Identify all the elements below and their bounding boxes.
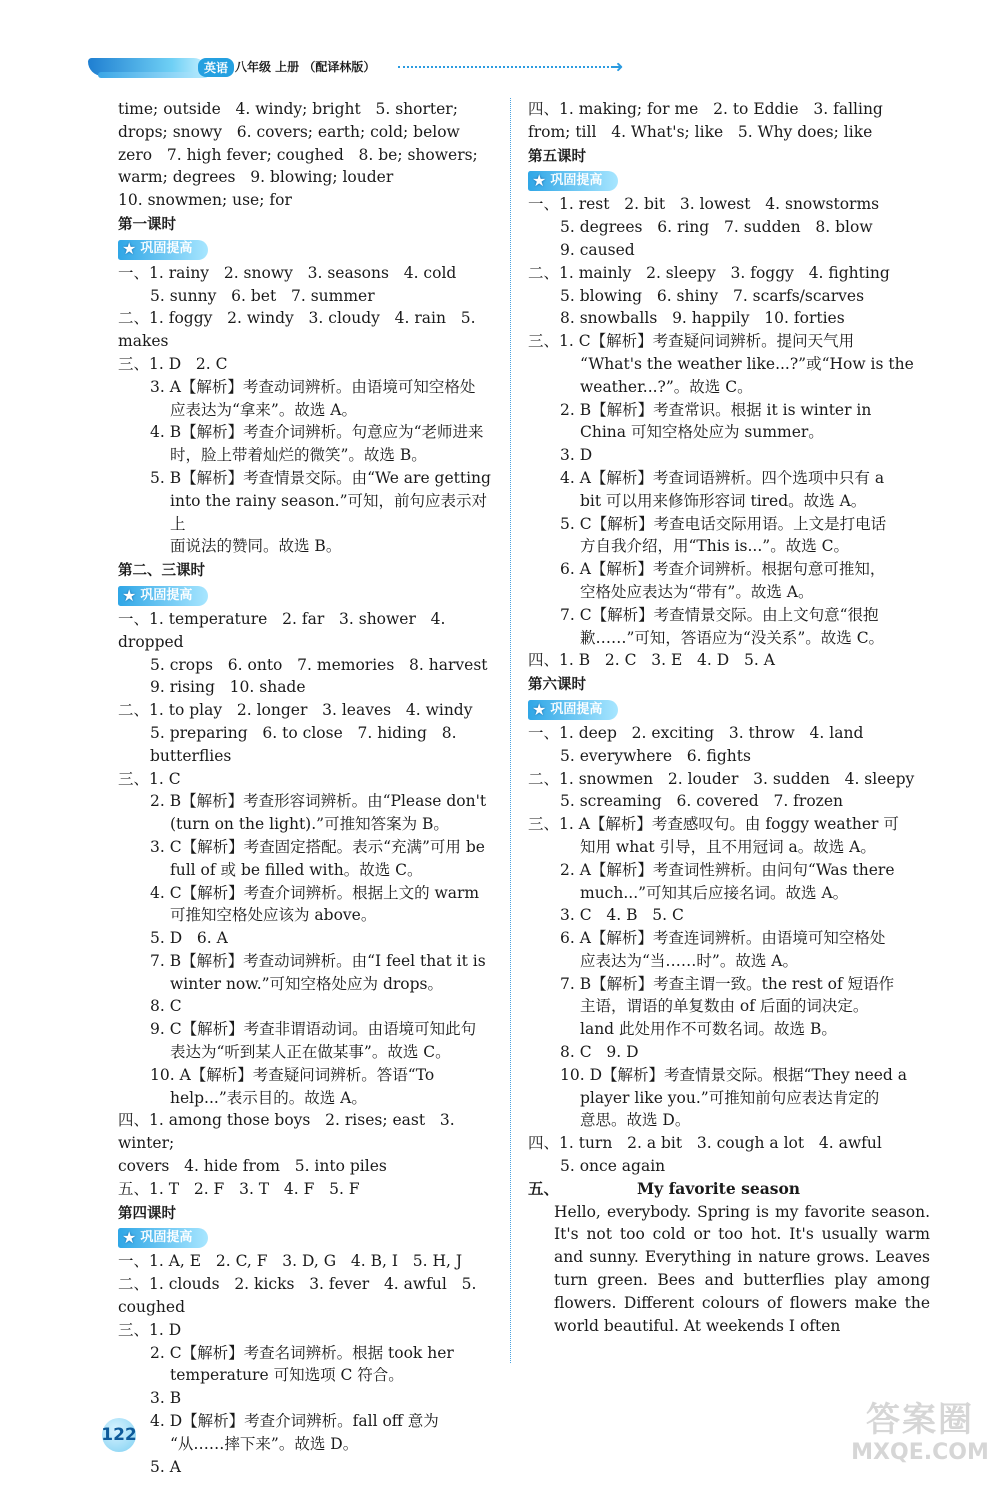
answer-line: 3. B xyxy=(150,1389,182,1408)
essay-title-row xyxy=(528,1178,930,1201)
answer-explanation-line: player like you.”可推知前句应表达肯定的 xyxy=(580,1088,880,1107)
answer-explanation-line: 歉……”可知，答语应为“没关系”。故选 C。 xyxy=(580,628,885,647)
section-badge xyxy=(118,240,208,260)
answer-line: 三、1. C【解析】考查疑问词辨析。提问天气用 xyxy=(528,332,855,351)
answer-line: 一、1. temperature 2. far 3. shower 4. dropped xyxy=(118,609,451,651)
section-badge-label: 巩固提高 xyxy=(550,173,603,188)
answer-line: 5. preparing 6. to close 7. hiding 8. butterflies xyxy=(150,723,462,765)
answer-column-left xyxy=(118,98,496,1478)
answer-line: 9. C【解析】考查非谓语动词。由语境可知此句 xyxy=(150,1020,477,1039)
answer-explanation-line: much...”可知其后应接名词。故选 A。 xyxy=(580,883,849,902)
watermark-logo-text: 答案圈 xyxy=(866,1400,974,1440)
section-badge xyxy=(118,586,208,606)
section-badge-label: 巩固提高 xyxy=(550,701,603,717)
answer-explanation-line: winter now.”可知空格处应为 drops。 xyxy=(170,974,444,993)
answer-line: 三、1. D 2. C xyxy=(118,354,228,373)
answer-line: 四、1. B 2. C 3. E 4. D 5. A xyxy=(528,651,775,670)
lesson-heading: 第四课时 xyxy=(118,1205,176,1222)
answer-line: 五、1. T 2. F 3. T 4. F 5. F xyxy=(118,1179,360,1198)
answer-line: 5. crops 6. onto 7. memories 8. harvest xyxy=(150,655,488,674)
answer-line: 5. A xyxy=(150,1457,181,1476)
answer-line: time; outside 4. windy; bright 5. shorter; xyxy=(118,100,458,118)
lesson-heading: 第六课时 xyxy=(528,677,586,694)
answer-line: 9. rising 10. shade xyxy=(150,678,306,697)
answer-line: 4. A【解析】考查词语辨析。四个选项中只有 a xyxy=(560,468,885,487)
lesson-heading: 第一课时 xyxy=(118,216,176,233)
answer-line: 4. C【解析】考查介词辨析。根据上文的 warm xyxy=(150,883,480,902)
answer-line: 9. caused xyxy=(560,240,635,259)
answer-line: 一、1. deep 2. exciting 3. throw 4. land xyxy=(528,723,864,742)
answer-line: warm; degrees 9. blowing; louder xyxy=(118,168,394,187)
answer-line: 5. blowing 6. shiny 7. scarfs/scarves xyxy=(560,286,865,305)
page-header xyxy=(88,52,648,82)
answer-line: 一、1. rainy 2. snowy 3. seasons 4. cold xyxy=(118,263,457,282)
answer-line: 四、1. among those boys 2. rises; east 3. winter; xyxy=(118,1111,460,1153)
answer-line: 6. A【解析】考查介词辨析。根据句意可推知， xyxy=(560,560,886,579)
answer-explanation-line: 方自我介绍，用“This is...”。故选 C。 xyxy=(580,537,849,556)
star-icon: ★ xyxy=(122,585,137,605)
section-badge-label: 巩固提高 xyxy=(140,587,193,603)
answer-line: covers 4. hide from 5. into piles xyxy=(118,1157,387,1176)
answer-line: 10. D【解析】考查情景交际。根据“They need a xyxy=(560,1065,908,1084)
answer-line: 三、1. C xyxy=(118,769,181,788)
answer-line: 4. D【解析】考查介词辨析。fall off 意为 xyxy=(150,1412,439,1431)
answer-explanation-line: (turn on the light).”可推知答案为 B。 xyxy=(170,815,449,834)
star-icon: ★ xyxy=(532,171,547,190)
answer-explanation-line: help...”表示目的。故选 A。 xyxy=(170,1088,367,1107)
star-icon: ★ xyxy=(532,699,547,719)
answer-line: zero 7. high fever; coughed 8. be; showers; xyxy=(118,145,478,164)
watermark-url: MXQE.COM xyxy=(851,1440,989,1465)
answer-line: 3. C【解析】考查固定搭配。表示“充满”可用 be xyxy=(150,837,485,856)
answer-explanation-line: full of 或 be filled with。故选 C。 xyxy=(170,860,423,879)
answer-explanation-line: land 此处用作不可数名词。故选 B。 xyxy=(580,1020,837,1039)
answer-line: 7. B【解析】考查主谓一致。the rest of 短语作 xyxy=(560,974,895,993)
answer-line: 8. snowballs 9. happily 10. forties xyxy=(560,309,845,328)
answer-line: from; till 4. What's; like 5. Why does; like xyxy=(528,122,873,141)
header-dotted-line xyxy=(398,66,613,68)
answer-line: 一、1. rest 2. bit 3. lowest 4. snowstorms xyxy=(528,195,880,214)
answer-explanation-line: 表达为“听到某人正在做某事”。故选 C。 xyxy=(170,1043,451,1062)
answer-column-right xyxy=(528,98,930,1337)
answer-line: 三、1. A【解析】考查感叹句。由 foggy weather 可 xyxy=(528,815,899,834)
answer-line: 4. B【解析】考查介词辨析。句意应为“老师进来 xyxy=(150,423,484,442)
answer-line: 5. degrees 6. ring 7. sudden 8. blow xyxy=(560,218,873,237)
header-swoosh-accent xyxy=(98,72,208,78)
lesson-heading: 第二、三课时 xyxy=(118,563,205,580)
answer-line: 7. B【解析】考查动词辨析。由“I feel that it is xyxy=(150,951,486,970)
answer-line: 3. C 4. B 5. C xyxy=(560,906,684,925)
answer-line: 5. D 6. A xyxy=(150,929,228,948)
arrow-right-icon: ➜ xyxy=(610,57,624,76)
answer-explanation-line: 可推知空格处应该为 above。 xyxy=(170,906,377,925)
answer-line: 5. everywhere 6. fights xyxy=(560,746,751,765)
lesson-heading: 第五课时 xyxy=(528,148,586,165)
answer-line: 5. sunny 6. bet 7. summer xyxy=(150,286,375,305)
answer-line: 8. C 9. D xyxy=(560,1043,639,1062)
star-icon: ★ xyxy=(122,239,137,259)
answer-line: 二、1. snowmen 2. louder 3. sudden 4. sleepy xyxy=(528,769,915,788)
section-badge xyxy=(528,171,618,191)
answer-explanation-line: weather...?”。故选 C。 xyxy=(580,377,753,396)
answer-line: 5. B【解析】考查情景交际。由“We are getting xyxy=(150,468,491,487)
answer-line: 5. C【解析】考查电话交际用语。上文是打电话 xyxy=(560,514,887,533)
answer-explanation-line: 知用 what 引导，且不用冠词 a。故选 A。 xyxy=(580,837,876,856)
answer-line: 3. A【解析】考查动词辨析。由语境可知空格处 xyxy=(150,377,476,396)
section-badge xyxy=(528,700,618,720)
answer-explanation-line: 意思。故选 D。 xyxy=(580,1111,691,1130)
answer-line: 10. A【解析】考查疑问词辨析。答语“To xyxy=(150,1065,435,1084)
answer-explanation-line: 应表达为“拿来”。故选 A。 xyxy=(170,400,357,419)
answer-line: 5. once again xyxy=(560,1157,666,1176)
answer-line: 3. D xyxy=(560,446,593,465)
answer-explanation-line: “从……摔下来”。故选 D。 xyxy=(170,1434,359,1453)
answer-explanation-line: 主语，谓语的单复数由 of 后面的词决定。 xyxy=(580,997,869,1016)
answer-line: 二、1. foggy 2. windy 3. cloudy 4. rain 5. makes xyxy=(118,309,481,351)
star-icon: ★ xyxy=(122,1228,137,1248)
answer-line: 四、1. turn 2. a bit 3. cough a lot 4. awful xyxy=(528,1134,882,1153)
section-badge-label: 巩固提高 xyxy=(140,241,193,257)
answer-line: 8. C xyxy=(150,997,182,1016)
answer-explanation-line: 面说法的赞同。故选 B。 xyxy=(170,537,342,556)
section-number: 五、 xyxy=(528,1178,560,1198)
answer-explanation-line: bit 可以用来修饰形容词 tired。故选 A。 xyxy=(580,491,867,510)
answer-line: 6. A【解析】考查连词辨析。由语境可知空格处 xyxy=(560,929,886,948)
answer-line: 10. snowmen; use; for xyxy=(118,191,292,210)
answer-line: 二、1. clouds 2. kicks 3. fever 4. awful 5. coughed xyxy=(118,1275,482,1317)
answer-line: 2. B【解析】考查形容词辨析。由“Please don't xyxy=(150,792,487,811)
book-title: 八年级 上册 （配译林版） xyxy=(235,60,376,74)
answer-line: drops; snowy 6. covers; earth; cold; below xyxy=(118,122,460,141)
answer-line: 2. A【解析】考查词性辨析。由问句“Was there xyxy=(560,860,895,879)
page-number: 122 xyxy=(102,1418,136,1452)
column-divider xyxy=(510,98,511,1363)
answer-line: 5. screaming 6. covered 7. frozen xyxy=(560,792,843,811)
answer-line: 一、1. A, E 2. C, F 3. D, G 4. B, I 5. H, J xyxy=(118,1252,463,1271)
section-badge-label: 巩固提高 xyxy=(140,1230,193,1246)
answer-explanation-line: into the rainy season.”可知，前句应表示对上 xyxy=(170,491,488,533)
answer-line: 2. C【解析】考查名词辨析。根据 took her xyxy=(150,1343,454,1362)
answer-explanation-line: China 可知空格处应为 summer。 xyxy=(580,423,824,442)
answer-line: 二、1. to play 2. longer 3. leaves 4. windy xyxy=(118,701,473,720)
essay-paragraph: Hello, everybody. Spring is my favorite season. It's not too cold or too hot. It's usually warm and sunny. Everything in nature grows. Leaves turn green. Bees and butterflies play among flowers. Different colours of flowers make the world beautiful. At weekends I often xyxy=(554,1202,930,1335)
watermark xyxy=(845,1400,995,1480)
essay-title: My favorite season xyxy=(637,1178,801,1198)
subject-tag: 英语 xyxy=(198,58,234,77)
answer-line: 7. C【解析】考查情景交际。由上文句意“很抱 xyxy=(560,605,879,624)
answer-line: 三、1. D xyxy=(118,1320,182,1339)
answer-explanation-line: 时，脸上带着灿烂的微笑”。故选 B。 xyxy=(170,446,427,465)
answer-explanation-line: 应表达为“当……时”。故选 A。 xyxy=(580,951,798,970)
answer-line: 四、1. making; for me 2. to Eddie 3. falling xyxy=(528,100,883,118)
answer-explanation-line: temperature 可知选项 C 符合。 xyxy=(170,1366,404,1385)
answer-line: 2. B【解析】考查常识。根据 it is winter in xyxy=(560,400,872,419)
answer-explanation-line: “What's the weather like...?”或“How is the xyxy=(580,354,914,373)
answer-line: 二、1. mainly 2. sleepy 3. foggy 4. fighting xyxy=(528,263,890,282)
section-badge xyxy=(118,1228,208,1248)
answer-explanation-line: 空格处应表达为“带有”。故选 A。 xyxy=(580,582,814,601)
